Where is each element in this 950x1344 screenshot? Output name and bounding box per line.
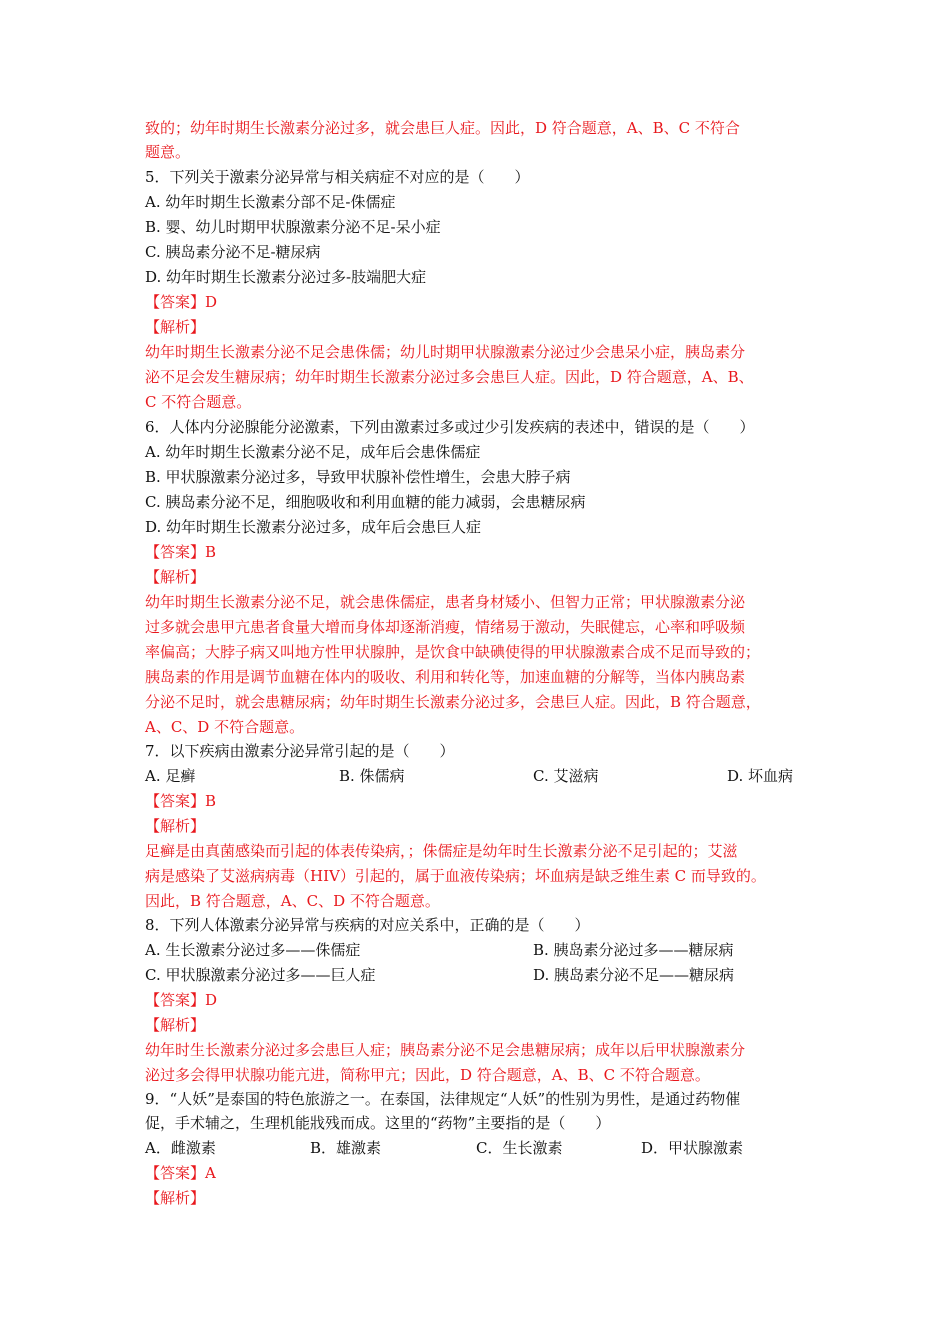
q6-analysis-line-5: 分泌不足时，就会患糖尿病；幼年时期生长激素分泌过多，会患巨人症。因此，B 符合题意， (145, 693, 761, 711)
q8-analysis-line-2: 泌过多会得甲状腺功能亢进，简称甲亢；因此，D 符合题意，A、B、C 不符合题意。 (145, 1066, 710, 1084)
q6-analysis-line-2: 过多就会患甲亢患者食量大增而身体却逐渐消瘦，情绪易于激动，失眠健忘，心率和呼吸频 (145, 618, 746, 636)
intro-line-2: 题意。 (145, 143, 191, 161)
q8-option-a: A. 生长激素分泌过多——侏儒症 (145, 941, 361, 959)
q9-option-d: D．甲状腺激素 (641, 1139, 744, 1157)
q5-analysis-line-2: 泌不足会发生糖尿病；幼年时期生长激素分泌过多会患巨人症。因此，D 符合题意，A、B、 (145, 368, 754, 386)
q5-option-c: C. 胰岛素分泌不足-糖尿病 (145, 243, 321, 261)
q9-analysis-label: 【解析】 (145, 1189, 206, 1207)
q8-option-c: C. 甲状腺激素分泌过多——巨人症 (145, 966, 376, 984)
q6-analysis-line-6: A、C、D 不符合题意。 (145, 718, 305, 736)
q6-option-b: B. 甲状腺激素分泌过多，导致甲状腺补偿性增生，会患大脖子病 (145, 468, 571, 486)
q7-analysis-line-2: 病是感染了艾滋病病毒（HIV）引起的，属于血液传染病；坏血病是缺乏维生素 C 而导致的。 (145, 867, 766, 885)
q5-analysis-line-3: C 不符合题意。 (145, 393, 252, 411)
q7-analysis-line-1: 足癣是由真菌感染而引起的体表传染病，；侏儒症是幼年时生长激素分泌不足引起的；艾滋 (145, 842, 738, 860)
q7-analysis-label: 【解析】 (145, 817, 206, 835)
q8-analysis-line-1: 幼年时生长激素分泌过多会患巨人症；胰岛素分泌不足会患糖尿病；成年以后甲状腺激素分 (145, 1041, 746, 1059)
q9-option-b: B．雄激素 (310, 1139, 382, 1157)
q5-stem: 5．下列关于激素分泌异常与相关病症不对应的是（ ） (145, 168, 530, 186)
q5-option-d: D. 幼年时期生长激素分泌过多-肢端肥大症 (145, 268, 427, 286)
q9-option-c: C．生长激素 (476, 1139, 563, 1157)
q7-analysis-line-3: 因此，B 符合题意，A、C、D 不符合题意。 (145, 892, 440, 910)
q6-analysis-line-4: 胰岛素的作用是调节血糖在体内的吸收、利用和转化等，加速血糖的分解等，当体内胰岛素 (145, 668, 746, 686)
q7-stem: 7．以下疾病由激素分泌异常引起的是（ ） (145, 742, 455, 760)
q7-answer: 【答案】B (145, 792, 217, 810)
q8-answer: 【答案】D (145, 991, 218, 1009)
q8-analysis-label: 【解析】 (145, 1016, 206, 1034)
intro-line-1: 致的；幼年时期生长激素分泌过多，就会患巨人症。因此，D 符合题意，A、B、C 不符合 (145, 119, 740, 137)
q7-option-c: C. 艾滋病 (533, 767, 599, 785)
q7-option-b: B. 侏儒病 (339, 767, 405, 785)
q6-analysis-label: 【解析】 (145, 568, 206, 586)
q6-stem: 6．人体内分泌腺能分泌激素，下列由激素过多或过少引发疾病的表述中，错误的是（ ） (145, 418, 755, 436)
q9-answer: 【答案】A (145, 1164, 216, 1182)
q8-option-b: B. 胰岛素分泌过多——糖尿病 (533, 941, 734, 959)
q6-option-c: C. 胰岛素分泌不足，细胞吸收和利用血糖的能力减弱，会患糖尿病 (145, 493, 586, 511)
q7-option-a: A. 足癣 (145, 767, 196, 785)
q6-option-a: A. 幼年时期生长激素分泌不足，成年后会患侏儒症 (145, 443, 481, 461)
q6-answer: 【答案】B (145, 543, 217, 561)
q9-option-a: A．雌激素 (145, 1139, 216, 1157)
q5-analysis-line-1: 幼年时期生长激素分泌不足会患侏儒；幼儿时期甲状腺激素分泌过少会患呆小症，胰岛素分 (145, 343, 746, 361)
q5-answer: 【答案】D (145, 293, 218, 311)
q8-stem: 8．下列人体激素分泌异常与疾病的对应关系中，正确的是（ ） (145, 916, 590, 934)
q6-analysis-line-1: 幼年时期生长激素分泌不足，就会患侏儒症，患者身材矮小、但智力正常；甲状腺激素分泌 (145, 593, 746, 611)
q5-analysis-label: 【解析】 (145, 318, 206, 336)
q8-option-d: D. 胰岛素分泌不足——糖尿病 (533, 966, 735, 984)
q5-option-b: B. 婴、幼儿时期甲状腺激素分泌不足-呆小症 (145, 218, 441, 236)
q5-option-a: A. 幼年时期生长激素分部不足-侏儒症 (145, 193, 396, 211)
q6-option-d: D. 幼年时期生长激素分泌过多，成年后会患巨人症 (145, 518, 482, 536)
q7-option-d: D. 坏血病 (727, 767, 794, 785)
q9-stem-line-2: 促，手术辅之，生理机能戕残而成。这里的“药物”主要指的是（ ） (145, 1114, 611, 1132)
q6-analysis-line-3: 率偏高；大脖子病又叫地方性甲状腺肿，是饮食中缺碘使得的甲状腺激素合成不足而导致的； (145, 643, 761, 661)
q9-stem-line-1: 9．“人妖”是泰国的特色旅游之一。在泰国，法律规定“人妖”的性别为男性，是通过药物催 (145, 1090, 741, 1108)
